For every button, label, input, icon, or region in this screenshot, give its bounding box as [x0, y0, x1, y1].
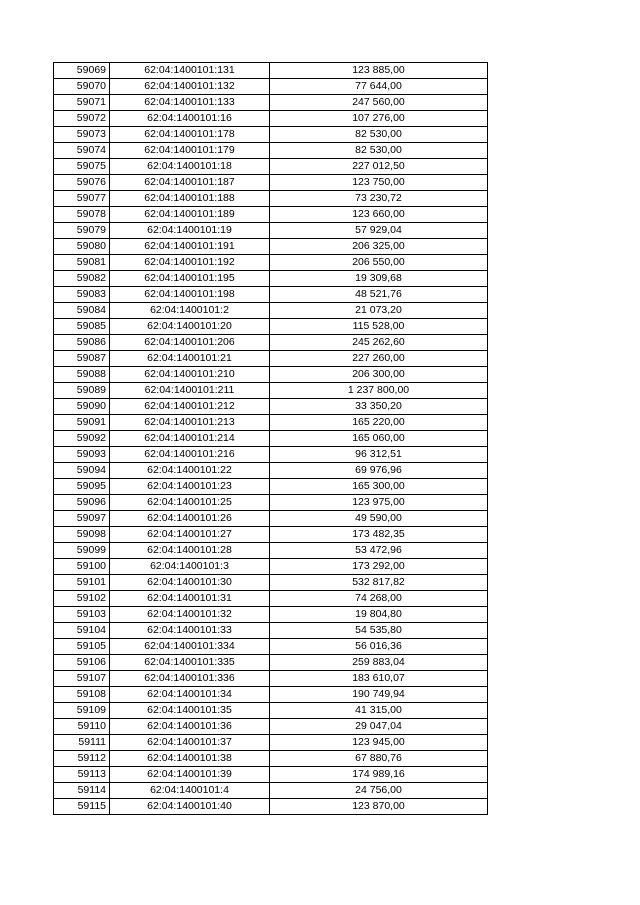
cadastral-number-cell: 62:04:1400101:198 [110, 287, 270, 303]
row-number-cell: 59088 [54, 367, 110, 383]
cadastral-number-cell: 62:04:1400101:132 [110, 79, 270, 95]
row-number-cell: 59113 [54, 767, 110, 783]
table-row [54, 335, 488, 351]
cadastral-number-cell: 62:04:1400101:38 [110, 751, 270, 767]
cadastral-number-cell: 62:04:1400101:23 [110, 479, 270, 495]
value-cell: 96 312,51 [270, 447, 488, 463]
row-number-cell: 59076 [54, 175, 110, 191]
cadastral-number-cell: 62:04:1400101:20 [110, 319, 270, 335]
row-number-cell: 59106 [54, 655, 110, 671]
cadastral-number-cell: 62:04:1400101:18 [110, 159, 270, 175]
cadastral-number-cell: 62:04:1400101:25 [110, 495, 270, 511]
table-row [54, 655, 488, 671]
value-cell: 165 060,00 [270, 431, 488, 447]
cadastral-number-cell: 62:04:1400101:216 [110, 447, 270, 463]
cadastral-number-cell: 62:04:1400101:191 [110, 239, 270, 255]
row-number-cell: 59090 [54, 399, 110, 415]
cadastral-number-cell: 62:04:1400101:131 [110, 63, 270, 79]
cadastral-number-cell: 62:04:1400101:178 [110, 127, 270, 143]
cadastral-number-cell: 62:04:1400101:28 [110, 543, 270, 559]
row-number-cell: 59107 [54, 671, 110, 687]
table-row [54, 399, 488, 415]
value-cell: 123 660,00 [270, 207, 488, 223]
table-row [54, 623, 488, 639]
table-row [54, 431, 488, 447]
value-cell: 115 528,00 [270, 319, 488, 335]
value-cell: 173 292,00 [270, 559, 488, 575]
value-cell: 190 749,94 [270, 687, 488, 703]
table-row [54, 703, 488, 719]
cadastral-number-cell: 62:04:1400101:211 [110, 383, 270, 399]
value-cell: 247 560,00 [270, 95, 488, 111]
row-number-cell: 59092 [54, 431, 110, 447]
table-row [54, 271, 488, 287]
cadastral-number-cell: 62:04:1400101:37 [110, 735, 270, 751]
value-cell: 49 590,00 [270, 511, 488, 527]
table-row [54, 287, 488, 303]
row-number-cell: 59102 [54, 591, 110, 607]
row-number-cell: 59072 [54, 111, 110, 127]
cadastral-number-cell: 62:04:1400101:33 [110, 623, 270, 639]
table-row [54, 319, 488, 335]
value-cell: 73 230,72 [270, 191, 488, 207]
cadastral-number-cell: 62:04:1400101:27 [110, 527, 270, 543]
row-number-cell: 59089 [54, 383, 110, 399]
table-row [54, 79, 488, 95]
cadastral-number-cell: 62:04:1400101:334 [110, 639, 270, 655]
row-number-cell: 59108 [54, 687, 110, 703]
row-number-cell: 59083 [54, 287, 110, 303]
table-row [54, 239, 488, 255]
cadastral-number-cell: 62:04:1400101:187 [110, 175, 270, 191]
value-cell: 123 975,00 [270, 495, 488, 511]
table-row [54, 95, 488, 111]
row-number-cell: 59109 [54, 703, 110, 719]
value-cell: 24 756,00 [270, 783, 488, 799]
table-row [54, 783, 488, 799]
table-row [54, 719, 488, 735]
row-number-cell: 59074 [54, 143, 110, 159]
table-row [54, 687, 488, 703]
value-cell: 41 315,00 [270, 703, 488, 719]
table-row [54, 383, 488, 399]
cadastral-number-cell: 62:04:1400101:40 [110, 799, 270, 815]
row-number-cell: 59097 [54, 511, 110, 527]
cadastral-number-cell: 62:04:1400101:133 [110, 95, 270, 111]
cadastral-number-cell: 62:04:1400101:3 [110, 559, 270, 575]
value-cell: 165 300,00 [270, 479, 488, 495]
cadastral-number-cell: 62:04:1400101:212 [110, 399, 270, 415]
cadastral-number-cell: 62:04:1400101:214 [110, 431, 270, 447]
cadastral-number-cell: 62:04:1400101:179 [110, 143, 270, 159]
row-number-cell: 59070 [54, 79, 110, 95]
row-number-cell: 59101 [54, 575, 110, 591]
row-number-cell: 59095 [54, 479, 110, 495]
cadastral-number-cell: 62:04:1400101:192 [110, 255, 270, 271]
cadastral-number-cell: 62:04:1400101:39 [110, 767, 270, 783]
table-row [54, 639, 488, 655]
value-cell: 123 945,00 [270, 735, 488, 751]
row-number-cell: 59079 [54, 223, 110, 239]
value-cell: 53 472,96 [270, 543, 488, 559]
cadastral-number-cell: 62:04:1400101:26 [110, 511, 270, 527]
table-row [54, 495, 488, 511]
row-number-cell: 59085 [54, 319, 110, 335]
value-cell: 82 530,00 [270, 143, 488, 159]
value-cell: 67 880,76 [270, 751, 488, 767]
value-cell: 74 268,00 [270, 591, 488, 607]
row-number-cell: 59104 [54, 623, 110, 639]
row-number-cell: 59094 [54, 463, 110, 479]
table-row [54, 575, 488, 591]
value-cell: 19 804,80 [270, 607, 488, 623]
cadastral-number-cell: 62:04:1400101:35 [110, 703, 270, 719]
cadastral-number-cell: 62:04:1400101:19 [110, 223, 270, 239]
value-cell: 1 237 800,00 [270, 383, 488, 399]
table-row [54, 591, 488, 607]
value-cell: 532 817,82 [270, 575, 488, 591]
row-number-cell: 59077 [54, 191, 110, 207]
table-row [54, 255, 488, 271]
cadastral-number-cell: 62:04:1400101:16 [110, 111, 270, 127]
row-number-cell: 59086 [54, 335, 110, 351]
cadastral-number-cell: 62:04:1400101:31 [110, 591, 270, 607]
table-row [54, 367, 488, 383]
table-row [54, 303, 488, 319]
table-row [54, 479, 488, 495]
cadastral-number-cell: 62:04:1400101:195 [110, 271, 270, 287]
cadastral-number-cell: 62:04:1400101:213 [110, 415, 270, 431]
table-row [54, 111, 488, 127]
row-number-cell: 59111 [54, 735, 110, 751]
row-number-cell: 59073 [54, 127, 110, 143]
table-row [54, 351, 488, 367]
value-cell: 82 530,00 [270, 127, 488, 143]
table-row [54, 143, 488, 159]
value-cell: 123 870,00 [270, 799, 488, 815]
cadastral-number-cell: 62:04:1400101:32 [110, 607, 270, 623]
table-row [54, 447, 488, 463]
row-number-cell: 59069 [54, 63, 110, 79]
table-row [54, 527, 488, 543]
cadastral-number-cell: 62:04:1400101:336 [110, 671, 270, 687]
table-row [54, 559, 488, 575]
row-number-cell: 59075 [54, 159, 110, 175]
value-cell: 19 309,68 [270, 271, 488, 287]
table-row [54, 671, 488, 687]
value-cell: 77 644,00 [270, 79, 488, 95]
value-cell: 107 276,00 [270, 111, 488, 127]
table-row [54, 207, 488, 223]
value-cell: 173 482,35 [270, 527, 488, 543]
row-number-cell: 59087 [54, 351, 110, 367]
table-row [54, 511, 488, 527]
value-cell: 69 976,96 [270, 463, 488, 479]
value-cell: 54 535,80 [270, 623, 488, 639]
row-number-cell: 59078 [54, 207, 110, 223]
row-number-cell: 59071 [54, 95, 110, 111]
value-cell: 21 073,20 [270, 303, 488, 319]
cadastral-number-cell: 62:04:1400101:188 [110, 191, 270, 207]
cadastral-number-cell: 62:04:1400101:22 [110, 463, 270, 479]
row-number-cell: 59098 [54, 527, 110, 543]
row-number-cell: 59093 [54, 447, 110, 463]
value-cell: 259 883,04 [270, 655, 488, 671]
cadastral-value-table [53, 62, 488, 815]
row-number-cell: 59099 [54, 543, 110, 559]
row-number-cell: 59081 [54, 255, 110, 271]
cadastral-number-cell: 62:04:1400101:206 [110, 335, 270, 351]
value-cell: 56 016,36 [270, 639, 488, 655]
cadastral-number-cell: 62:04:1400101:21 [110, 351, 270, 367]
value-cell: 174 989,16 [270, 767, 488, 783]
cadastral-number-cell: 62:04:1400101:34 [110, 687, 270, 703]
table-row [54, 63, 488, 79]
value-cell: 29 047,04 [270, 719, 488, 735]
row-number-cell: 59115 [54, 799, 110, 815]
cadastral-number-cell: 62:04:1400101:4 [110, 783, 270, 799]
value-cell: 227 260,00 [270, 351, 488, 367]
value-cell: 123 750,00 [270, 175, 488, 191]
table-row [54, 751, 488, 767]
value-cell: 227 012,50 [270, 159, 488, 175]
table-row [54, 463, 488, 479]
row-number-cell: 59105 [54, 639, 110, 655]
row-number-cell: 59114 [54, 783, 110, 799]
table-row [54, 191, 488, 207]
table-body [54, 63, 488, 815]
value-cell: 33 350,20 [270, 399, 488, 415]
table-row [54, 735, 488, 751]
row-number-cell: 59084 [54, 303, 110, 319]
value-cell: 206 300,00 [270, 367, 488, 383]
cadastral-number-cell: 62:04:1400101:335 [110, 655, 270, 671]
value-cell: 206 325,00 [270, 239, 488, 255]
row-number-cell: 59112 [54, 751, 110, 767]
value-cell: 57 929,04 [270, 223, 488, 239]
row-number-cell: 59080 [54, 239, 110, 255]
cadastral-number-cell: 62:04:1400101:210 [110, 367, 270, 383]
table-row [54, 543, 488, 559]
table-row [54, 159, 488, 175]
table-row [54, 767, 488, 783]
value-cell: 123 885,00 [270, 63, 488, 79]
value-cell: 206 550,00 [270, 255, 488, 271]
table-row [54, 127, 488, 143]
row-number-cell: 59096 [54, 495, 110, 511]
cadastral-number-cell: 62:04:1400101:30 [110, 575, 270, 591]
table-row [54, 799, 488, 815]
cadastral-number-cell: 62:04:1400101:36 [110, 719, 270, 735]
row-number-cell: 59082 [54, 271, 110, 287]
cadastral-number-cell: 62:04:1400101:189 [110, 207, 270, 223]
table-row [54, 415, 488, 431]
value-cell: 48 521,76 [270, 287, 488, 303]
row-number-cell: 59091 [54, 415, 110, 431]
table-row [54, 607, 488, 623]
cadastral-number-cell: 62:04:1400101:2 [110, 303, 270, 319]
value-cell: 183 610,07 [270, 671, 488, 687]
row-number-cell: 59110 [54, 719, 110, 735]
row-number-cell: 59103 [54, 607, 110, 623]
table-row [54, 175, 488, 191]
table-row [54, 223, 488, 239]
value-cell: 165 220,00 [270, 415, 488, 431]
row-number-cell: 59100 [54, 559, 110, 575]
value-cell: 245 262,60 [270, 335, 488, 351]
